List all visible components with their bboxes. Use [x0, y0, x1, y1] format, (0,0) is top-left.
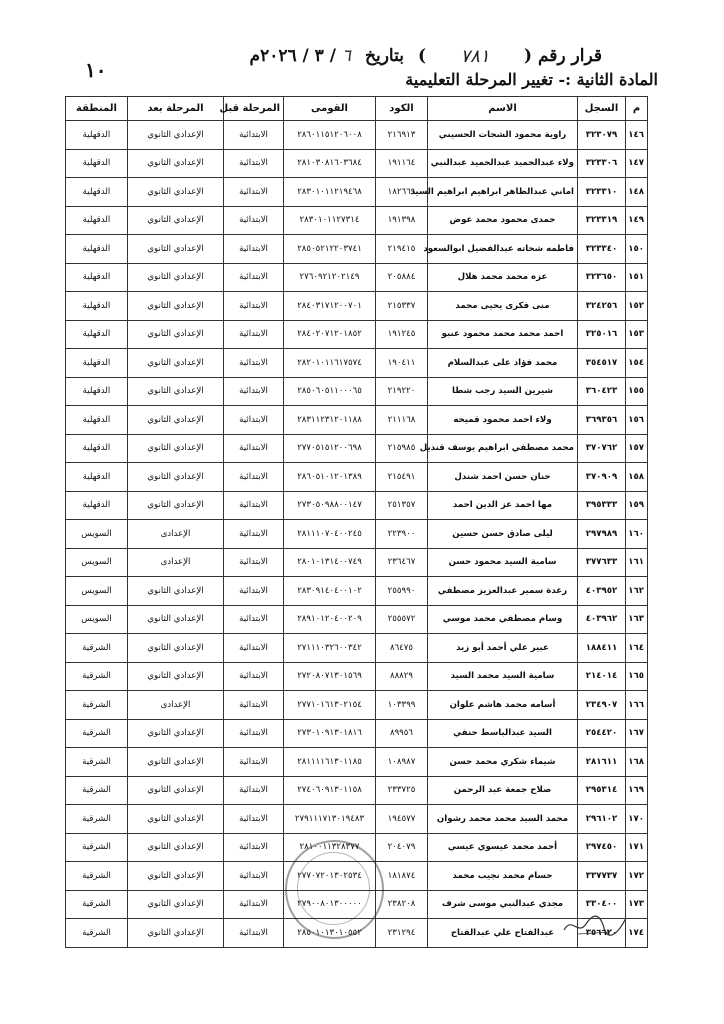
date-separator: / — [329, 46, 336, 66]
national-id-cell: ٢٨٩١٠١٢٠٤٠٠٢٠٩ — [284, 605, 376, 634]
person-name-cell: محمد مصطفي ابراهيم يوسف قنديل — [428, 434, 578, 463]
region-cell: الدقهلية — [66, 491, 128, 520]
person-name-cell: مها احمد عز الدين احمد — [428, 491, 578, 520]
person-name-cell: أسامه محمد هاشم علوان — [428, 691, 578, 720]
page-number: ١٠ — [85, 58, 107, 82]
decision-date — [250, 46, 351, 66]
table-row — [66, 776, 648, 805]
stage-after-cell: الإعدادى — [128, 548, 224, 577]
table-row — [66, 320, 648, 349]
stage-before-cell: الابتدائية — [224, 890, 284, 919]
code-cell: ٢٠٥٨٨٤ — [376, 263, 428, 292]
date-prefix: بتاريخ — [365, 46, 404, 66]
person-name-cell: صلاح جمعة عبد الرحمن — [428, 776, 578, 805]
code-cell: ٢٥٥٥٧٢ — [376, 605, 428, 634]
person-name-cell: حمدى محمود محمد عوض — [428, 206, 578, 235]
record-number-cell: ٣٦٠٤٢٣ — [578, 377, 626, 406]
region-cell: الدقهلية — [66, 149, 128, 178]
stage-before-cell: الابتدائية — [224, 377, 284, 406]
article-subtitle: المادة الثانية :- تغيير المرحلة التعليمية — [405, 70, 658, 89]
stage-after-cell: الإعدادي الثانوي — [128, 748, 224, 777]
code-cell: ٢٢٣٩٠٠ — [376, 520, 428, 549]
row-number-cell: ١٥٨ — [626, 463, 648, 492]
row-number-cell: ١٦٧ — [626, 719, 648, 748]
region-cell: الدقهلية — [66, 178, 128, 207]
stage-after-cell: الإعدادي الثانوي — [128, 776, 224, 805]
record-number-cell: ٢٩٥٣١٤ — [578, 776, 626, 805]
stage-before-cell: الابتدائية — [224, 121, 284, 150]
code-cell: ٨٨٨٢٩ — [376, 662, 428, 691]
stage-before-cell: الابتدائية — [224, 919, 284, 948]
region-cell: الشرقية — [66, 919, 128, 948]
person-name-cell: عبدالفتاح علي عبدالفتاح — [428, 919, 578, 948]
record-number-cell: ٣٩٥٣٣٣ — [578, 491, 626, 520]
code-cell: ٨٩٩٥٦ — [376, 719, 428, 748]
row-number-cell: ١٥١ — [626, 263, 648, 292]
record-number-cell: ٢٩٧٩٨٩ — [578, 520, 626, 549]
table-row — [66, 292, 648, 321]
table-row — [66, 206, 648, 235]
table-row — [66, 178, 648, 207]
column-header: السجل — [578, 97, 626, 121]
table-row — [66, 263, 648, 292]
stage-after-cell: الإعدادي الثانوي — [128, 121, 224, 150]
region-cell: الدقهلية — [66, 121, 128, 150]
national-id-cell: ٢٨٦٠٥١٠١٢٠١٣٨٩ — [284, 463, 376, 492]
stage-after-cell: الإعدادي الثانوي — [128, 605, 224, 634]
stage-before-cell: الابتدائية — [224, 463, 284, 492]
national-id-cell: ٢٨١١١٠٧٠٤٠٠٢٤٥ — [284, 520, 376, 549]
stage-after-cell: الإعدادي الثانوي — [128, 434, 224, 463]
record-number-cell: ٣٧٠٧٦٢ — [578, 434, 626, 463]
national-id-cell: ٢٨١١١١٦١٣٠١١٨٥ — [284, 748, 376, 777]
row-number-cell: ١٦٩ — [626, 776, 648, 805]
table-body — [66, 121, 648, 948]
region-cell: الدقهلية — [66, 463, 128, 492]
date-year: ٢٠٢٦م — [249, 46, 297, 66]
code-cell: ١٩١١٦٤ — [376, 149, 428, 178]
person-name-cell: وسام مصطفي محمد موسي — [428, 605, 578, 634]
person-name-cell: ولاء عبدالحميد عبدالحميد عبدالنبي — [428, 149, 578, 178]
region-cell: الشرقية — [66, 719, 128, 748]
person-name-cell: شيرين السيد رجب شطا — [428, 377, 578, 406]
column-header: الكود — [376, 97, 428, 121]
column-header: المرحلة قبل — [224, 97, 284, 121]
region-cell: الشرقية — [66, 862, 128, 891]
person-name-cell: ليلى صادق حسن حسين — [428, 520, 578, 549]
table-row — [66, 377, 648, 406]
stage-after-cell: الإعدادي الثانوي — [128, 178, 224, 207]
code-cell: ١٠٨٩٨٧ — [376, 748, 428, 777]
region-cell: الدقهلية — [66, 320, 128, 349]
region-cell: الشرقية — [66, 776, 128, 805]
column-header: القومى — [284, 97, 376, 121]
row-number-cell: ١٥٢ — [626, 292, 648, 321]
record-number-cell: ٣٧٧٦٣٣ — [578, 548, 626, 577]
person-name-cell: منى فكرى يحيى محمد — [428, 292, 578, 321]
column-header: المنطقة — [66, 97, 128, 121]
table-row — [66, 406, 648, 435]
row-number-cell: ١٧١ — [626, 833, 648, 862]
stage-after-cell: الإعدادي الثانوي — [128, 833, 224, 862]
stage-before-cell: الابتدائية — [224, 719, 284, 748]
stage-before-cell: الابتدائية — [224, 349, 284, 378]
national-id-cell: ٢٧٢٠٨٠٧١٣٠١٥٦٩ — [284, 662, 376, 691]
national-id-cell: ٢٨٣٠١٠١١٢٧٣١٤ — [284, 206, 376, 235]
national-id-cell: ٢٨٦٠١١٥١٢٠٦٠٠٨ — [284, 121, 376, 150]
stage-after-cell: الإعدادي الثانوي — [128, 206, 224, 235]
row-number-cell: ١٦١ — [626, 548, 648, 577]
row-number-cell: ١٤٨ — [626, 178, 648, 207]
decision-header — [92, 38, 602, 74]
national-id-cell: ٢٨٤٠٣١٧١٢٠٠٧٠١ — [284, 292, 376, 321]
signature — [560, 910, 630, 940]
national-id-cell: ٢٨٥٠٥٢١٢٢٠٣٧٤١ — [284, 235, 376, 264]
stage-after-cell: الإعدادي الثانوي — [128, 320, 224, 349]
stage-before-cell: الابتدائية — [224, 292, 284, 321]
table-row — [66, 748, 648, 777]
record-number-cell: ٢٩٦١٠٢ — [578, 805, 626, 834]
row-number-cell: ١٧٣ — [626, 890, 648, 919]
table-row — [66, 662, 648, 691]
code-cell: ١٨٢٦٦٩ — [376, 178, 428, 207]
row-number-cell: ١٦٠ — [626, 520, 648, 549]
row-number-cell: ١٥٣ — [626, 320, 648, 349]
stage-after-cell: الإعدادي الثانوي — [128, 235, 224, 264]
national-id-cell: ٢٧٧١٠١٦١٣٠٢١٥٤ — [284, 691, 376, 720]
stage-after-cell: الإعدادي الثانوي — [128, 263, 224, 292]
stage-after-cell: الإعدادي الثانوي — [128, 862, 224, 891]
record-number-cell: ٣٧٠٩٠٩ — [578, 463, 626, 492]
region-cell: السويس — [66, 605, 128, 634]
code-cell: ٢١٥٤٩١ — [376, 463, 428, 492]
person-name-cell: رغدة سمير عبدالعزيز مصطفي — [428, 577, 578, 606]
person-name-cell: ولاء احمد محمود قميحه — [428, 406, 578, 435]
person-name-cell: سامية السيد محمد السيد — [428, 662, 578, 691]
stage-before-cell: الابتدائية — [224, 605, 284, 634]
decision-close-paren: ) — [417, 46, 427, 66]
column-header: الاسم — [428, 97, 578, 121]
region-cell: الشرقية — [66, 691, 128, 720]
code-cell: ٢١٦٩١٣ — [376, 121, 428, 150]
region-cell: الدقهلية — [66, 235, 128, 264]
table-row — [66, 349, 648, 378]
code-cell: ٢١١١٦٨ — [376, 406, 428, 435]
row-number-cell: ١٤٧ — [626, 149, 648, 178]
record-number-cell: ٣٣٠٤٠٠ — [578, 890, 626, 919]
stage-after-cell: الإعدادي الثانوي — [128, 634, 224, 663]
table-row — [66, 805, 648, 834]
stage-before-cell: الابتدائية — [224, 862, 284, 891]
stage-after-cell: الإعدادي الثانوي — [128, 890, 224, 919]
column-header: المرحلة بعد — [128, 97, 224, 121]
row-number-cell: ١٥٥ — [626, 377, 648, 406]
stage-before-cell: الابتدائية — [224, 263, 284, 292]
stage-after-cell: الإعدادي الثانوي — [128, 292, 224, 321]
person-name-cell: حنان حسن احمد شندل — [428, 463, 578, 492]
region-cell: الدقهلية — [66, 349, 128, 378]
national-id-cell: ٢٨٣٠١٠١١٢١٩٤٦٨ — [284, 178, 376, 207]
region-cell: السويس — [66, 548, 128, 577]
code-cell: ٢١٩٢٢٠ — [376, 377, 428, 406]
code-cell: ٨٦٤٧٥ — [376, 634, 428, 663]
row-number-cell: ١٤٦ — [626, 121, 648, 150]
stage-after-cell: الإعدادي الثانوي — [128, 919, 224, 948]
code-cell: ٢٣١٢٩٤ — [376, 919, 428, 948]
code-cell: ٢٣٦٤٦٧ — [376, 548, 428, 577]
stage-before-cell: الابتدائية — [224, 691, 284, 720]
table-row — [66, 149, 648, 178]
record-number-cell: ٢٣٤٩٠٧ — [578, 691, 626, 720]
row-number-cell: ١٥٩ — [626, 491, 648, 520]
person-name-cell: محمد فؤاد على عبدالسلام — [428, 349, 578, 378]
stage-before-cell: الابتدائية — [224, 748, 284, 777]
row-number-cell: ١٦٥ — [626, 662, 648, 691]
date-separator: / — [302, 46, 309, 66]
table-row — [66, 463, 648, 492]
person-name-cell: راوية محمود الشحات الحسيني — [428, 121, 578, 150]
person-name-cell: مجدي عبدالنبي موسى شرف — [428, 890, 578, 919]
row-number-cell: ١٥٤ — [626, 349, 648, 378]
row-number-cell: ١٧٠ — [626, 805, 648, 834]
national-id-cell: ٢٧٩٠٠٨٠١٣٠٠٠٠٠ — [284, 890, 376, 919]
stage-before-cell: الابتدائية — [224, 833, 284, 862]
national-id-cell: ٢٨٣٠٩١٤٠٤٠٠١٠٢ — [284, 577, 376, 606]
national-id-cell: ٢٨٤٠٢٠٧١٢٠١٨٥٢ — [284, 320, 376, 349]
stage-after-cell: الإعدادى — [128, 520, 224, 549]
region-cell: الشرقية — [66, 634, 128, 663]
region-cell: الدقهلية — [66, 434, 128, 463]
person-name-cell: احمد محمد محمد محمود عنبو — [428, 320, 578, 349]
table-row — [66, 719, 648, 748]
table-row — [66, 235, 648, 264]
record-number-cell: ٣٢٣٣١٩ — [578, 206, 626, 235]
national-id-cell: ٢٧٤٠٦٠٩١٣٠١١٥٨ — [284, 776, 376, 805]
stage-after-cell: الإعدادي الثانوي — [128, 662, 224, 691]
row-number-cell: ١٧٤ — [626, 919, 648, 948]
record-number-cell: ٤٠٣٩٦٢ — [578, 605, 626, 634]
person-name-cell: أحمد محمد عيسوي عيسي — [428, 833, 578, 862]
row-number-cell: ١٦٣ — [626, 605, 648, 634]
stage-after-cell: الإعدادى — [128, 691, 224, 720]
region-cell: السويس — [66, 577, 128, 606]
region-cell: السويس — [66, 520, 128, 549]
stage-before-cell: الابتدائية — [224, 776, 284, 805]
national-id-cell: ٢٧٣٠٥٠٩٨٨٠٠١٤٧ — [284, 491, 376, 520]
national-id-cell: ٢٨١٠٣٠٨١٦٠٣٦٨٤ — [284, 149, 376, 178]
region-cell: الدقهلية — [66, 292, 128, 321]
national-id-cell: ٢٧٧٠٥١٥١٢٠٠٦٩٨ — [284, 434, 376, 463]
stage-before-cell: الابتدائية — [224, 235, 284, 264]
code-cell: ٢١٥٩٨٥ — [376, 434, 428, 463]
row-number-cell: ١٦٦ — [626, 691, 648, 720]
stage-before-cell: الابتدائية — [224, 434, 284, 463]
national-id-cell: ٢٨٥٠١٠١٣٠١٠٥٥٢ — [284, 919, 376, 948]
national-id-cell: ٢٧٧٠٧٢٠١٣٠٢٥٣٤ — [284, 862, 376, 891]
table-row — [66, 577, 648, 606]
table-row — [66, 605, 648, 634]
code-cell: ٢١٥٣٣٧ — [376, 292, 428, 321]
row-number-cell: ١٦٤ — [626, 634, 648, 663]
record-number-cell: ١٨٨٤١١ — [578, 634, 626, 663]
record-number-cell: ٤٠٣٩٥٢ — [578, 577, 626, 606]
stage-after-cell: الإعدادي الثانوي — [128, 149, 224, 178]
record-number-cell: ٣٢٣٣٤٠ — [578, 235, 626, 264]
stage-after-cell: الإعدادي الثانوي — [128, 349, 224, 378]
decision-label: قرار رقم ( — [524, 46, 602, 66]
date-month: ٣ — [314, 46, 324, 66]
stage-before-cell: الابتدائية — [224, 149, 284, 178]
region-cell: الشرقية — [66, 662, 128, 691]
national-id-cell: ٢٨١٠٠١١٣٢٨٣٧٧ — [284, 833, 376, 862]
record-number-cell: ٣٣٧٧٣٧ — [578, 862, 626, 891]
region-cell: الشرقية — [66, 890, 128, 919]
record-number-cell: ٣٥٦٦٢٠ — [578, 919, 626, 948]
national-id-cell: ٢٧٣٠١٠٩١٣٠١٨١٦ — [284, 719, 376, 748]
stage-before-cell: الابتدائية — [224, 548, 284, 577]
stage-before-cell: الابتدائية — [224, 320, 284, 349]
person-name-cell: عبير علي أحمد أبو زيد — [428, 634, 578, 663]
record-number-cell: ٢٩٧٤٥٠ — [578, 833, 626, 862]
record-number-cell: ٣٢٣٠٧٩ — [578, 121, 626, 150]
row-number-cell: ١٥٦ — [626, 406, 648, 435]
row-number-cell: ١٦٨ — [626, 748, 648, 777]
stage-before-cell: الابتدائية — [224, 178, 284, 207]
stage-before-cell: الابتدائية — [224, 634, 284, 663]
code-cell: ١٩١٣٩٨ — [376, 206, 428, 235]
code-cell: ١٩٠٤١١ — [376, 349, 428, 378]
region-cell: الدقهلية — [66, 406, 128, 435]
official-stamp — [285, 840, 384, 939]
decision-number: ٧٨١ — [460, 45, 490, 67]
table-row — [66, 548, 648, 577]
national-id-cell: ٢٨٣١١٢٣١٢٠١١٨٨ — [284, 406, 376, 435]
national-id-cell: ٢٧٩١١١٧١٣٠١٩٤٨٣ — [284, 805, 376, 834]
record-number-cell: ٢٥٤٤٢٠ — [578, 719, 626, 748]
national-id-cell: ٢٧٦٠٩٢١٢٠٢١٤٩ — [284, 263, 376, 292]
record-number-cell: ٣٦٩٣٥٦ — [578, 406, 626, 435]
stage-after-cell: الإعدادي الثانوي — [128, 377, 224, 406]
code-cell: ٢١٩٤١٥ — [376, 235, 428, 264]
national-id-cell: ٢٧١١١٠٣٢٦٠٠٣٤٢ — [284, 634, 376, 663]
person-name-cell: شيماء شكري محمد حسن — [428, 748, 578, 777]
table-row — [66, 520, 648, 549]
stage-before-cell: الابتدائية — [224, 662, 284, 691]
stage-before-cell: الابتدائية — [224, 577, 284, 606]
row-number-cell: ١٥٠ — [626, 235, 648, 264]
table-row — [66, 121, 648, 150]
region-cell: الدقهلية — [66, 377, 128, 406]
region-cell: الشرقية — [66, 833, 128, 862]
column-header: م — [626, 97, 648, 121]
region-cell: الدقهلية — [66, 206, 128, 235]
record-number-cell: ٣٢٣٣١٠ — [578, 178, 626, 207]
code-cell: ٢٣٣٧٢٥ — [376, 776, 428, 805]
record-number-cell: ٣٢٥٠١٦ — [578, 320, 626, 349]
person-name-cell: فاطمه شحاته عبدالفضيل ابوالسعود — [428, 235, 578, 264]
record-number-cell: ٢١٤٠١٤ — [578, 662, 626, 691]
code-cell: ١٨١٨٧٤ — [376, 862, 428, 891]
code-cell: ٢٥١٣٥٧ — [376, 491, 428, 520]
stage-after-cell: الإعدادي الثانوي — [128, 463, 224, 492]
person-name-cell: حسام محمد نجيب محمد — [428, 862, 578, 891]
code-cell: ١٩١٢٤٥ — [376, 320, 428, 349]
data-table — [65, 96, 648, 948]
record-number-cell: ٣٢٤٢٥٦ — [578, 292, 626, 321]
row-number-cell: ١٧٢ — [626, 862, 648, 891]
table-row — [66, 434, 648, 463]
stage-before-cell: الابتدائية — [224, 406, 284, 435]
code-cell: ٢٣٨٢٠٨ — [376, 890, 428, 919]
national-id-cell: ٢٨٥٠٦٠٥١١٠٠٠٦٥ — [284, 377, 376, 406]
record-number-cell: ٣٢٣٦٥٠ — [578, 263, 626, 292]
region-cell: الدقهلية — [66, 263, 128, 292]
date-day: ٦ — [341, 46, 351, 66]
row-number-cell: ١٥٧ — [626, 434, 648, 463]
region-cell: الشرقية — [66, 748, 128, 777]
person-name-cell: السيد عبدالباسط حنفي — [428, 719, 578, 748]
stage-before-cell: الابتدائية — [224, 206, 284, 235]
person-name-cell: عزه محمد محمد هلال — [428, 263, 578, 292]
table-header-row — [66, 97, 648, 121]
stage-after-cell: الإعدادي الثانوي — [128, 406, 224, 435]
stage-after-cell: الإعدادي الثانوي — [128, 719, 224, 748]
stage-after-cell: الإعدادي الثانوي — [128, 805, 224, 834]
stage-before-cell: الابتدائية — [224, 805, 284, 834]
stage-after-cell: الإعدادي الثانوي — [128, 491, 224, 520]
record-number-cell: ٣٢٣٣٠٦ — [578, 149, 626, 178]
person-name-cell: اماني عبدالظاهر ابراهيم ابراهيم السيد — [428, 178, 578, 207]
region-cell: الشرقية — [66, 805, 128, 834]
code-cell: ١٩٤٥٧٧ — [376, 805, 428, 834]
record-number-cell: ٢٨١٦١١ — [578, 748, 626, 777]
row-number-cell: ١٦٢ — [626, 577, 648, 606]
row-number-cell: ١٤٩ — [626, 206, 648, 235]
table-row — [66, 491, 648, 520]
stage-before-cell: الابتدائية — [224, 491, 284, 520]
code-cell: ١٠٣٣٩٩ — [376, 691, 428, 720]
stage-before-cell: الابتدائية — [224, 520, 284, 549]
person-name-cell: سامية السيد محمود حسن — [428, 548, 578, 577]
table-row — [66, 691, 648, 720]
national-id-cell: ٢٨٠١٠١٣١٤٠٠٧٤٩ — [284, 548, 376, 577]
table-row — [66, 634, 648, 663]
stage-after-cell: الإعدادي الثانوي — [128, 577, 224, 606]
person-name-cell: محمد السيد محمد محمد رشوان — [428, 805, 578, 834]
record-number-cell: ٣٥٤٥١٧ — [578, 349, 626, 378]
national-id-cell: ٢٨٢٠١٠١١٦١٧٥٧٤ — [284, 349, 376, 378]
code-cell: ٢٠٤٠٧٩ — [376, 833, 428, 862]
code-cell: ٢٥٥٩٩٠ — [376, 577, 428, 606]
